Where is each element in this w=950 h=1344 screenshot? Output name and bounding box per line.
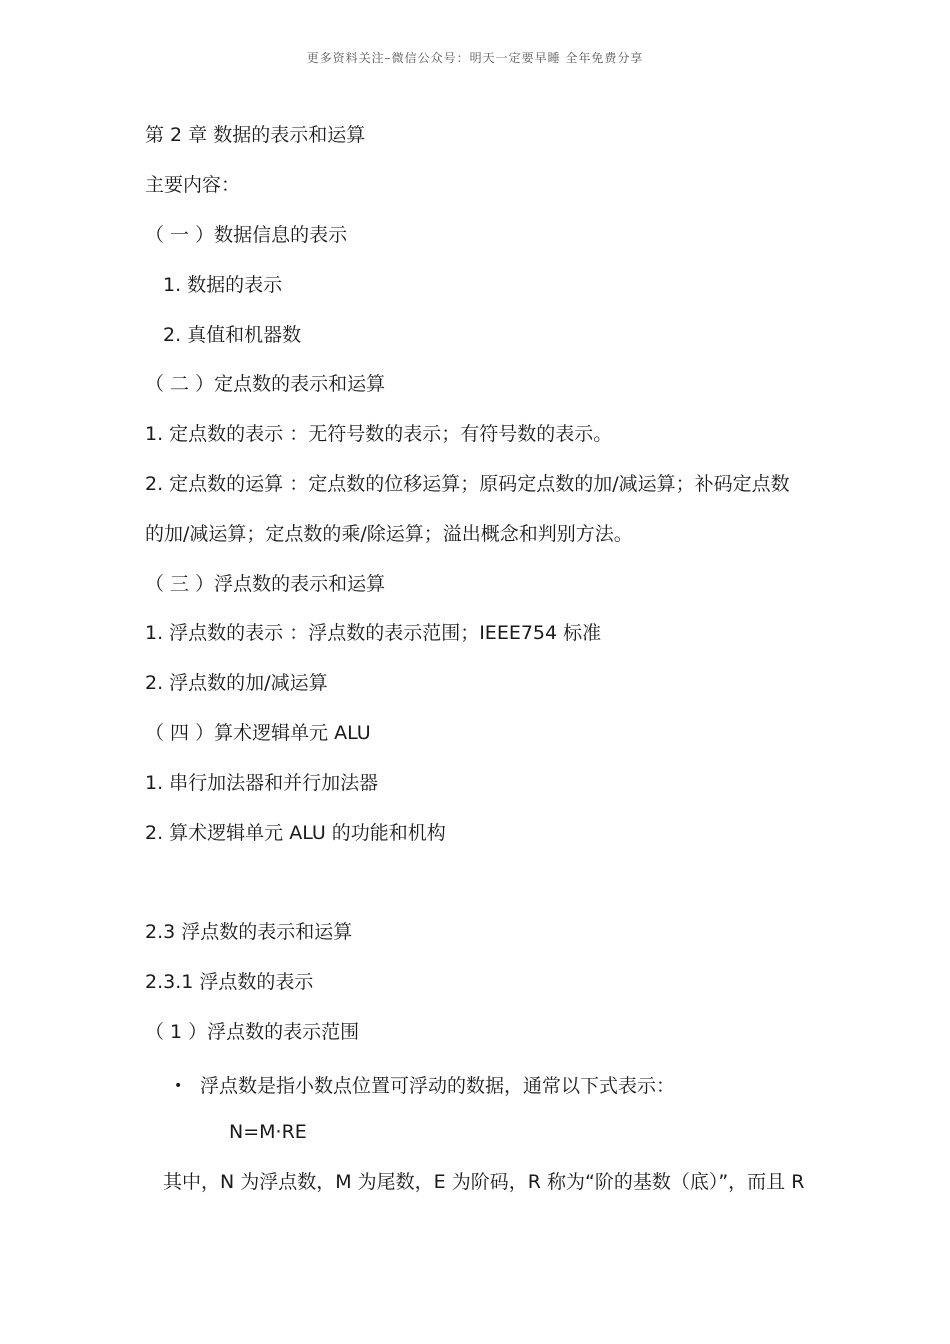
section-4-title: （ 四 ）算术逻辑单元 ALU: [145, 722, 371, 744]
section-2-title: （ 二 ）定点数的表示和运算: [145, 373, 386, 395]
bullet-text: 浮点数是指小数点位置可浮动的数据，通常以下式表示：: [200, 1075, 676, 1097]
section-2-item-2-line-2: 的加/减运算；定点数的乘/除运算；溢出概念和判别方法。: [145, 523, 633, 545]
range-heading: （ 1 ）浮点数的表示范围: [145, 1021, 360, 1043]
main-content-label: 主要内容：: [145, 174, 241, 196]
where-text: 其中，N 为浮点数，M 为尾数，E 为阶码，R 称为“阶的基数（底）”，而且 R: [163, 1171, 805, 1193]
section-2-item-2-line-1: 2. 定点数的运算 ：定点数的位移运算；原码定点数的加/减运算；补码定点数: [145, 473, 790, 495]
subsection-2-3-title: 2.3 浮点数的表示和运算: [145, 921, 353, 943]
section-1-title: （ 一 ）数据信息的表示: [145, 224, 348, 246]
section-2-item-1: 1. 定点数的表示 ：无符号数的表示；有符号数的表示。: [145, 423, 613, 445]
section-1-item-2: 2. 真值和机器数: [163, 324, 302, 346]
section-4-item-2: 2. 算术逻辑单元 ALU 的功能和机构: [145, 822, 446, 844]
subsection-2-3-1-title: 2.3.1 浮点数的表示: [145, 971, 314, 993]
section-1-item-1: 1. 数据的表示: [163, 274, 283, 296]
section-3-title: （ 三 ）浮点数的表示和运算: [145, 573, 386, 595]
bullet-icon: •: [174, 1078, 183, 1094]
formula: N=M·RE: [229, 1121, 307, 1143]
header-watermark: 更多资料关注–微信公众号：明天一定要早睡 全年免费分享: [306, 51, 644, 65]
chapter-title: 第 2 章 数据的表示和运算: [145, 124, 366, 146]
section-3-item-2: 2. 浮点数的加/减运算: [145, 672, 328, 694]
section-4-item-1: 1. 串行加法器和并行加法器: [145, 772, 379, 794]
section-3-item-1: 1. 浮点数的表示 ：浮点数的表示范围；IEEE754 标准: [145, 622, 602, 644]
